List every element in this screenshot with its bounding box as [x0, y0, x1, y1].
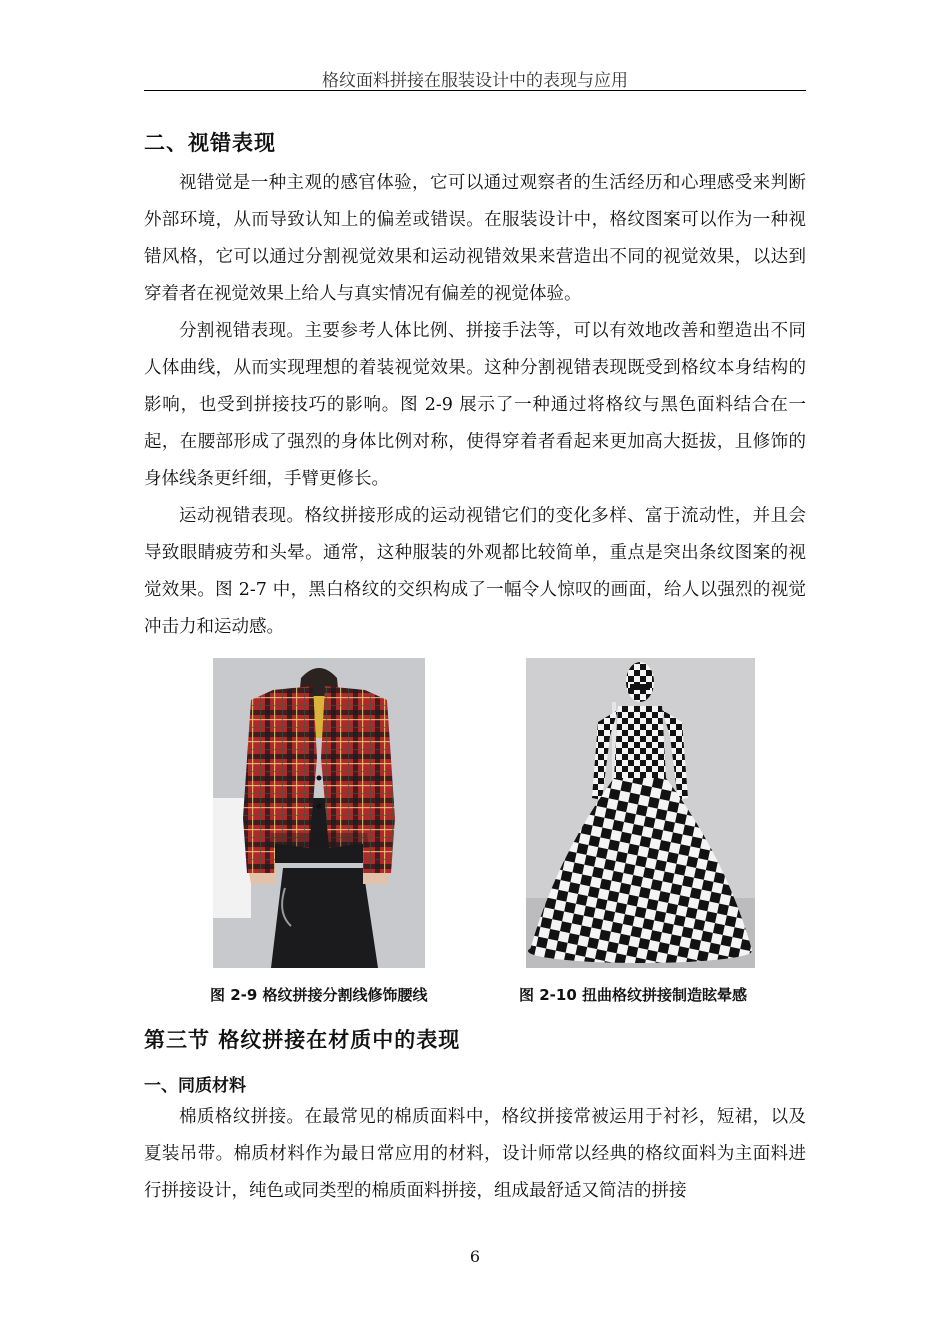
figure-plaid-jacket-photo — [213, 658, 425, 968]
checkered-gown-illustration — [526, 658, 755, 968]
chapter-section-heading: 第三节 格纹拼接在材质中的表现 — [144, 1028, 461, 1052]
header-rule — [144, 90, 806, 91]
paragraph-illusion-intro: 视错觉是一种主观的感官体验，它可以通过观察者的生活经历和心理感受来判断外部环境，从而导致认知上的偏差或错误。在服装设计中，格纹图案可以作为一种视错风格，它可以通过分割视觉效果和运动视错效果来营造出不同的视觉效果，以达到穿着者在视觉效果上给人与真实情况有偏差的视觉体验。 — [144, 173, 806, 304]
paragraph-cotton-plaid: 棉质格纹拼接。在最常见的棉质面料中，格纹拼接常被运用于衬衫，短裙，以及夏装吊带。棉质材料作为最日常应用的材料，设计师常以经典的格纹面料为主面料进行拼接设计，纯色或同类型的棉质面料拼接，组成最舒适又简洁的拼接 — [144, 1107, 806, 1201]
section-heading-visual-illusion: 二、视错表现 — [144, 131, 276, 155]
paragraph-split-illusion: 分割视错表现。主要参考人体比例、拼接手法等，可以有效地改善和塑造出不同人体曲线，从而实现理想的着装视觉效果。这种分割视错表现既受到格纹本身结构的影响，也受到拼接技巧的影响。图 2-9 展示了一种通过将格纹与黑色面料结合在一起，在腰部形成了强烈的身体比例对称，使得穿着者看起来更加高大挺拔，且修饰的身体线条更纤细，手臂更修长。 — [144, 321, 806, 489]
figure-caption-2-9: 图 2-9 格纹拼接分割线修饰腰线 — [210, 986, 428, 1004]
page-number: 6 — [469, 1247, 481, 1266]
running-header: 格纹面料拼接在服装设计中的表现与应用 — [322, 71, 628, 91]
subsection-heading-homogeneous-materials: 一、同质材料 — [144, 1076, 246, 1096]
figure-caption-2-10: 图 2-10 扭曲格纹拼接制造眩晕感 — [519, 986, 747, 1004]
plaid-jacket-illustration — [213, 658, 425, 968]
figure-checkered-gown-photo — [526, 658, 755, 968]
paragraph-motion-illusion: 运动视错表现。格纹拼接形成的运动视错它们的变化多样、富于流动性，并且会导致眼睛疲劳和头晕。通常，这种服装的外观都比较简单，重点是突出条纹图案的视觉效果。图 2-7 中，黑白格纹的交织构成了一幅令人惊叹的画面，给人以强烈的视觉冲击力和运动感。 — [144, 506, 806, 637]
